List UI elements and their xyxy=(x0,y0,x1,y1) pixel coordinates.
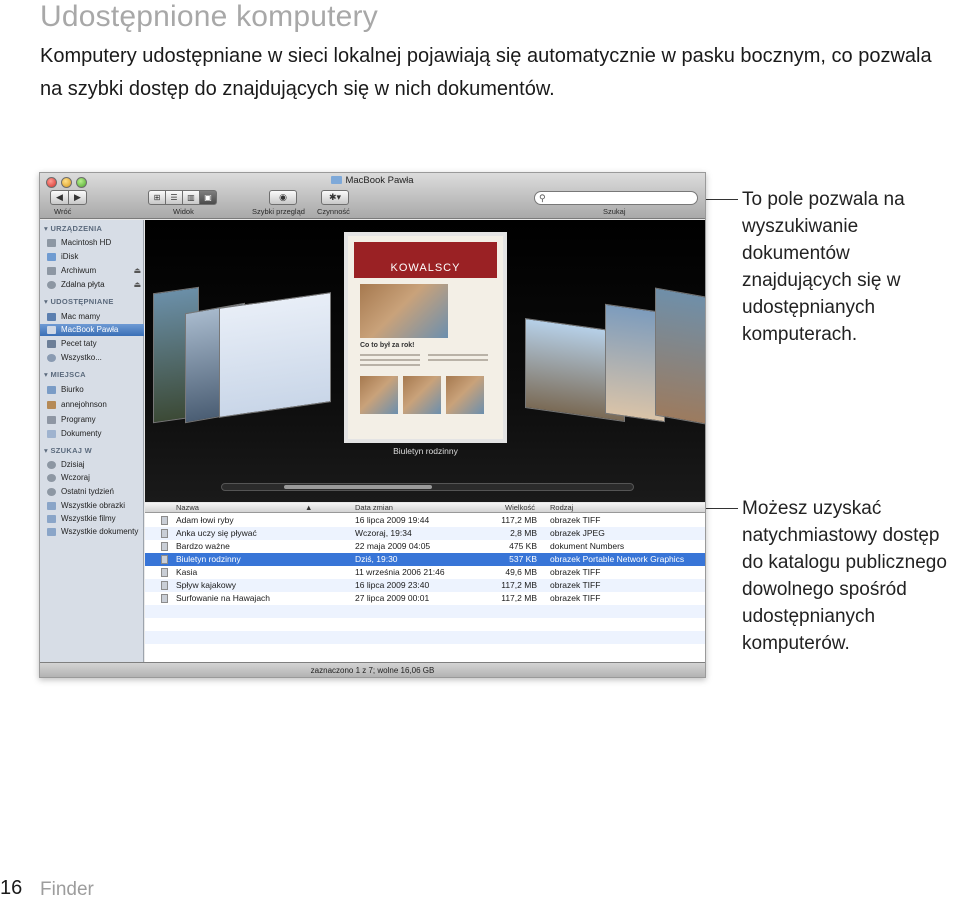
callout-search: To pole pozwala na wyszukiwanie dokumentów znajdujących się w udostępnianych komputerach. xyxy=(742,189,905,345)
document-text-line xyxy=(428,359,488,361)
clock-icon xyxy=(47,474,56,482)
sidebar xyxy=(40,220,144,662)
sidebar-item-dzisiaj[interactable]: Dzisiaj xyxy=(40,459,144,471)
column-view-button[interactable]: ▥ xyxy=(182,190,200,205)
file-date: 16 lipca 2009 19:44 xyxy=(355,515,430,525)
document-title: KOWALSCY xyxy=(390,262,461,274)
file-name: Bardzo ważne xyxy=(176,541,230,551)
eject-icon[interactable]: ⏏ xyxy=(133,280,141,289)
intro-paragraph: Komputery udostępniane w sieci lokalnej pojawiają się automatycznie w pasku bocznym, co pozwala na szybki dostęp do znajdujących się w nich dokumentów. xyxy=(40,45,932,100)
file-name: Surfowanie na Hawajach xyxy=(176,593,271,603)
title-bar xyxy=(40,173,705,219)
file-size: 117,2 MB xyxy=(501,515,537,525)
eject-icon[interactable]: ⏏ xyxy=(133,266,141,275)
coverflow-view-button[interactable]: ▣ xyxy=(199,190,217,205)
empty-row xyxy=(145,618,706,631)
sidebar-item-annejohnson[interactable]: annejohnson xyxy=(40,399,144,411)
file-kind: obrazek JPEG xyxy=(550,528,605,538)
computer-icon xyxy=(47,313,56,321)
sidebar-item-pecet-taty[interactable]: Pecet taty xyxy=(40,338,144,350)
sidebar-item-programy[interactable]: Programy xyxy=(40,414,144,426)
file-date: 22 maja 2009 04:05 xyxy=(355,541,431,551)
column-header-size[interactable]: Wielkość xyxy=(505,503,536,512)
table-row[interactable] xyxy=(145,514,706,527)
sidebar-item-archiwum[interactable]: Archiwum ⏏ xyxy=(40,265,144,277)
file-icon xyxy=(161,581,168,590)
file-date: 27 lipca 2009 00:01 xyxy=(355,593,430,603)
smart-folder-icon xyxy=(47,502,56,510)
document-text-line xyxy=(360,359,420,361)
icon-view-button[interactable]: ⊞ xyxy=(148,190,166,205)
gear-icon: ✱▾ xyxy=(328,192,342,202)
forward-button[interactable]: ▶ xyxy=(68,190,87,205)
file-kind: obrazek TIFF xyxy=(550,593,601,603)
file-date: Wczoraj, 19:34 xyxy=(355,528,412,538)
sidebar-item-ostatni-tydzien[interactable]: Ostatni tydzień xyxy=(40,486,144,498)
idisk-icon xyxy=(47,253,56,261)
empty-row xyxy=(145,605,706,618)
list-view-button[interactable]: ☰ xyxy=(165,190,183,205)
sidebar-item-wczoraj[interactable]: Wczoraj xyxy=(40,472,144,484)
file-name: Biuletyn rodzinny xyxy=(176,554,241,564)
network-globe-icon xyxy=(47,354,56,362)
file-size: 49,6 MB xyxy=(505,567,537,577)
document-header-band xyxy=(354,242,497,278)
file-list xyxy=(145,503,706,662)
document-photo xyxy=(360,376,398,414)
cover-flow-selected-document[interactable] xyxy=(344,232,507,443)
file-size: 117,2 MB xyxy=(501,580,537,590)
quicklook-button[interactable] xyxy=(269,190,297,205)
sidebar-item-wszystkie-filmy[interactable]: Wszystkie filmy xyxy=(40,513,144,525)
clock-icon xyxy=(47,488,56,496)
column-header-date[interactable]: Data zmian xyxy=(355,503,393,512)
sidebar-item-zdalna-plyta[interactable]: Zdalna płyta ⏏ xyxy=(40,279,144,291)
file-kind: obrazek TIFF xyxy=(550,567,601,577)
table-row[interactable] xyxy=(145,592,706,605)
file-icon xyxy=(161,555,168,564)
table-row[interactable] xyxy=(145,579,706,592)
document-caption: Co to był za rok! xyxy=(360,342,415,349)
hard-drive-icon xyxy=(47,239,56,247)
footer-section-title: Finder xyxy=(40,879,94,900)
file-kind: obrazek Portable Network Graphics xyxy=(550,554,685,564)
table-row[interactable] xyxy=(145,566,706,579)
file-size: 475 KB xyxy=(509,541,537,551)
action-button[interactable] xyxy=(321,190,349,205)
file-date: 11 września 2006 21:46 xyxy=(355,567,445,577)
sidebar-item-macintosh-hd[interactable]: Macintosh HD xyxy=(40,237,144,249)
clock-icon xyxy=(47,461,56,469)
document-photo xyxy=(403,376,441,414)
file-icon xyxy=(161,568,168,577)
sidebar-item-wszystkie-dokumenty[interactable]: Wszystkie dokumenty xyxy=(40,526,144,538)
action-label: Czynność xyxy=(317,207,350,216)
sidebar-item-biurko[interactable]: Biurko xyxy=(40,384,144,396)
folder-icon xyxy=(331,176,342,184)
disk-icon xyxy=(47,267,56,275)
view-label: Widok xyxy=(173,207,194,216)
cover-flow-item[interactable] xyxy=(655,288,706,425)
finder-window xyxy=(39,172,706,678)
table-row[interactable] xyxy=(145,527,706,540)
document-text-line xyxy=(428,354,488,356)
laptop-icon xyxy=(47,326,56,334)
sort-arrow-icon: ▲ xyxy=(305,503,313,512)
table-row[interactable] xyxy=(145,553,706,566)
file-date: Dziś, 19:30 xyxy=(355,554,398,564)
applications-icon xyxy=(47,416,56,424)
callout-shared: Możesz uzyskać natychmiastowy dostęp do katalogu publicznego dowolnego spośród udostępnianych komputerów. xyxy=(742,498,947,654)
file-kind: obrazek TIFF xyxy=(550,515,601,525)
cover-flow-scrollbar[interactable] xyxy=(221,483,634,491)
empty-row xyxy=(145,644,706,657)
file-name: Kasia xyxy=(176,567,198,577)
file-icon xyxy=(161,529,168,538)
sidebar-item-idisk[interactable]: iDisk xyxy=(40,251,144,263)
smart-folder-icon xyxy=(47,528,56,536)
table-row[interactable] xyxy=(145,540,706,553)
file-name: Adam łowi ryby xyxy=(176,515,234,525)
document-photo xyxy=(446,376,484,414)
sidebar-item-macbook-pawla[interactable]: MacBook Pawła xyxy=(40,324,144,336)
home-icon xyxy=(47,401,56,409)
document-text-line xyxy=(360,354,420,356)
page-number: 16 xyxy=(0,877,23,899)
file-size: 117,2 MB xyxy=(501,593,537,603)
quicklook-label: Szybki przegląd xyxy=(252,207,305,216)
empty-row xyxy=(145,631,706,644)
document-photo xyxy=(360,284,448,338)
optical-disc-icon xyxy=(47,281,56,289)
documents-folder-icon xyxy=(47,430,56,438)
column-header-kind[interactable]: Rodzaj xyxy=(550,503,574,512)
cover-flow-item-spreadsheet[interactable] xyxy=(219,292,331,418)
sidebar-header-shared: ▾ UDOSTĘPNIANE xyxy=(44,297,114,306)
pc-icon xyxy=(47,340,56,348)
file-kind: obrazek TIFF xyxy=(550,580,601,590)
back-label: Wróć xyxy=(54,207,72,216)
file-name: Spływ kajakowy xyxy=(176,580,236,590)
window-title: MacBook Pawła xyxy=(40,175,705,186)
scrollbar-thumb[interactable] xyxy=(284,485,432,489)
eye-icon: ◉ xyxy=(279,192,287,202)
sidebar-item-mac-mamy[interactable]: Mac mamy xyxy=(40,311,144,323)
file-date: 16 lipca 2009 23:40 xyxy=(355,580,430,590)
sidebar-item-wszystko[interactable]: Wszystko... xyxy=(40,352,144,364)
sidebar-header-devices: ▾ URZĄDZENIA xyxy=(44,224,103,233)
page-title: Udostępnione komputery xyxy=(40,0,378,33)
file-size: 537 KB xyxy=(509,554,537,564)
back-button[interactable]: ◀ xyxy=(50,190,69,205)
sidebar-header-places: ▾ MIEJSCA xyxy=(44,370,86,379)
file-size: 2,8 MB xyxy=(510,528,537,538)
sidebar-item-dokumenty[interactable]: Dokumenty xyxy=(40,428,144,440)
status-bar: zaznaczono 1 z 7; wolne 16,06 GB xyxy=(40,662,705,678)
cover-flow-item-label: Biuletyn rodzinny xyxy=(393,446,458,456)
search-icon: ⚲ xyxy=(539,193,546,203)
file-icon xyxy=(161,516,168,525)
search-input[interactable] xyxy=(534,191,698,205)
search-label: Szukaj xyxy=(603,207,626,216)
desktop-icon xyxy=(47,386,56,394)
column-header-name[interactable]: Nazwa xyxy=(176,503,199,512)
file-icon xyxy=(161,542,168,551)
sidebar-header-search-for: ▾ SZUKAJ W xyxy=(44,446,93,455)
document-text-line xyxy=(360,364,420,366)
smart-folder-icon xyxy=(47,515,56,523)
file-list-header xyxy=(145,503,706,513)
file-icon xyxy=(161,594,168,603)
file-kind: dokument Numbers xyxy=(550,541,625,551)
cover-flow-view[interactable] xyxy=(145,220,706,502)
sidebar-item-wszystkie-obrazki[interactable]: Wszystkie obrazki xyxy=(40,500,144,512)
file-name: Anka uczy się pływać xyxy=(176,528,257,538)
